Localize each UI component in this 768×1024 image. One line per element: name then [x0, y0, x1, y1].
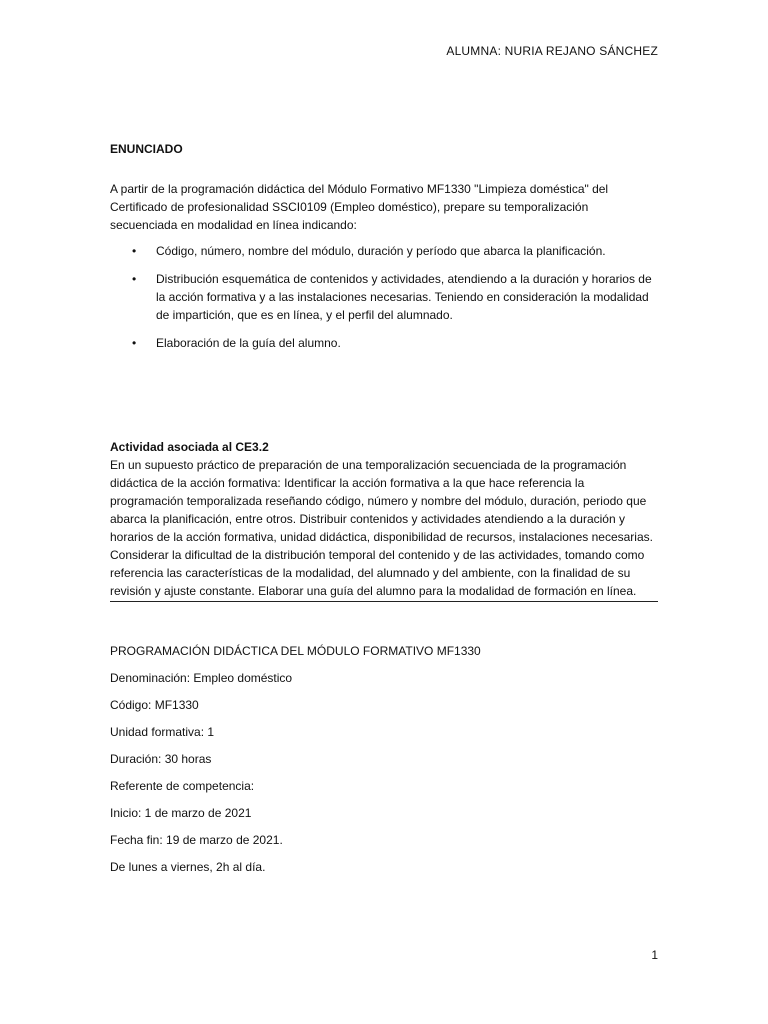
- bullet-item: • Distribución esquemática de contenidos y actividades, atendiendo a la duración y horarios de la acción formativa y a las instalaciones necesarias. Teniendo en consideración la modalidad de impartición, que es en línea, y el perfil del alumnado.: [110, 270, 658, 324]
- enunciado-bullet-list: [110, 242, 658, 352]
- horario-line: De lunes a viernes, 2h al día.: [110, 860, 266, 874]
- unidad-line: Unidad formativa: 1: [110, 725, 215, 739]
- activity-title: Actividad asociada al CE3.2: [110, 440, 269, 454]
- codigo-line: Código: MF1330: [110, 698, 199, 712]
- document-body: [110, 140, 658, 885]
- bullet-item: • Elaboración de la guía del alumno.: [110, 334, 658, 352]
- activity-section: [110, 438, 658, 602]
- activity-body: En un supuesto práctico de preparación de una temporalización secuenciada de la programación didáctica de la acción formativa: Identificar la acción formativa a la que hace referencia la programación temporalizada reseñando código, número y nombre del módulo, duración, periodo que abarca la planificación, entre otros. Distribuir contenidos y actividades atendiendo a la duración y horarios de la acción formativa, unidad didáctica, disponibilidad de recursos, instalaciones necesarias. Considerar la dificultad de la distribución temporal del contenido y de las actividades, tomando como referencia las características de la modalidad, del alumnado y del ambiente, con la finalidad de su revisión y ajuste constante. Elaborar una guía del alumno para la modalidad de formación en línea.: [110, 456, 658, 602]
- inicio-line: Inicio: 1 de marzo de 2021: [110, 806, 252, 820]
- fin-line: Fecha fin: 19 de marzo de 2021.: [110, 833, 283, 847]
- page-number: 1: [651, 948, 658, 962]
- programacion-title: PROGRAMACIÓN DIDÁCTICA DEL MÓDULO FORMATIVO MF1330: [110, 644, 481, 658]
- duracion-line: Duración: 30 horas: [110, 752, 212, 766]
- header-student-name: ALUMNA: NURIA REJANO SÁNCHEZ: [446, 44, 658, 58]
- bullet-item: • Código, número, nombre del módulo, duración y período que abarca la planificación.: [110, 242, 658, 260]
- enunciado-intro: A partir de la programación didáctica del Módulo Formativo MF1330 "Limpieza doméstica" del Certificado de profesionalidad SSCI0109 (Empleo doméstico), prepare su temporalización secuenciada en modalidad en línea indicando:: [110, 182, 609, 232]
- referente-line: Referente de competencia:: [110, 779, 255, 793]
- enunciado-heading: ENUNCIADO: [110, 142, 183, 156]
- programacion-section: [110, 642, 658, 876]
- denominacion-line: Denominación: Empleo doméstico: [110, 671, 293, 685]
